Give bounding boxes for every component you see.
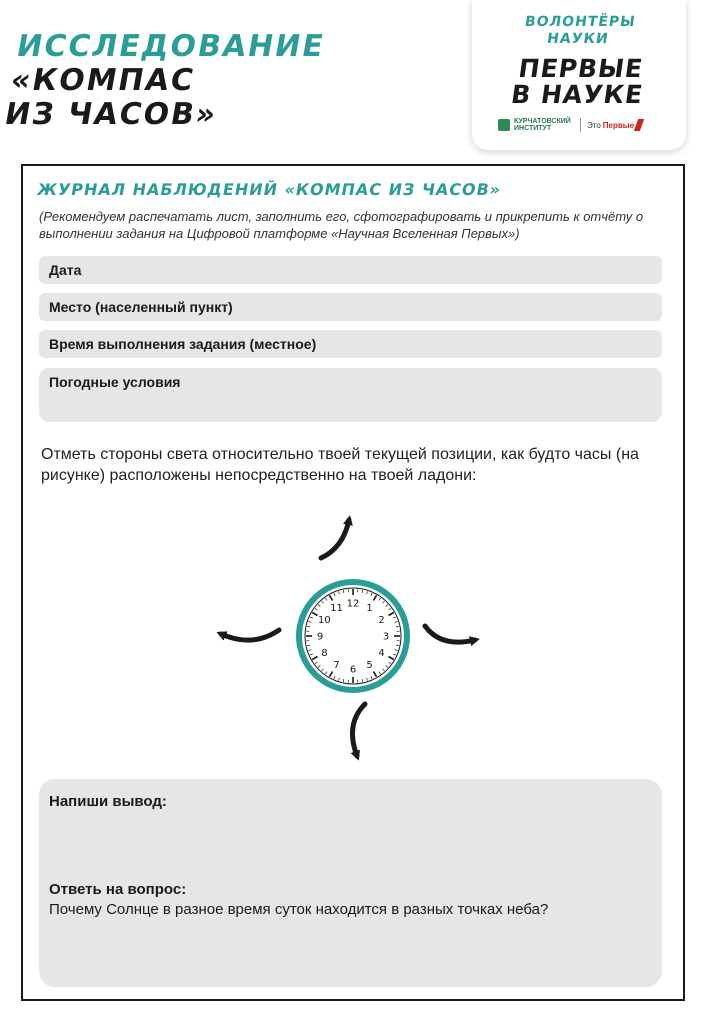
time-label: Время выполнения задания (местное) <box>49 336 317 352</box>
logo-main <box>468 56 689 108</box>
journal-note: (Рекомендуем распечатать лист, заполнить его, сфотографировать и прикрепить к отчёту о выполнении задания на Цифровой платформе «Научная Вселенная Первых») <box>39 209 644 241</box>
eto-label: Это <box>587 120 601 130</box>
clock-number: 7 <box>333 660 340 672</box>
clock-number: 12 <box>346 598 360 610</box>
logo-volunteers-text: ВОЛОНТЁРЫ <box>523 14 637 30</box>
date-label: Дата <box>49 262 82 278</box>
logo-main-line-1: ПЕРВЫЕ <box>516 54 646 83</box>
time-field[interactable] <box>39 330 662 358</box>
compass-instruction: Отметь стороны света относительно твоей текущей позиции, как будто часы (на рисунке) расположены непосредственно на твоей ладони: <box>41 446 639 484</box>
clock-number: 8 <box>321 648 328 659</box>
clock-compass-diagram <box>193 508 483 768</box>
kurchatov-label <box>514 118 574 132</box>
conclusion-label: Напиши вывод: <box>49 793 167 810</box>
arrow-down <box>353 704 366 756</box>
kurchatov-institute: ИНСТИТУТ <box>514 125 552 132</box>
question-label: Ответь на вопрос: <box>49 881 187 898</box>
clock-number: 4 <box>378 648 385 659</box>
logo-volunteers <box>470 14 689 48</box>
clock-number: 9 <box>316 631 324 643</box>
clock-number: 10 <box>318 615 331 626</box>
clock-number: 1 <box>366 602 373 614</box>
logo-science-text: НАУКИ <box>545 31 610 47</box>
kurchatov-name: КУРЧАТОВСКИЙ <box>514 118 571 125</box>
logo-main-line-2: В НАУКЕ <box>509 80 646 109</box>
arrow-up <box>321 520 349 558</box>
title-line-3: ИЗ ЧАСОВ» <box>2 97 221 132</box>
conclusion-field[interactable] <box>39 779 662 987</box>
question-text: Почему Солнце в разное время суток находится в разных точках неба? <box>49 901 549 918</box>
logo-card <box>472 0 686 150</box>
clock-number: 3 <box>382 631 390 643</box>
weather-label: Погодные условия <box>49 374 181 390</box>
clock-number: 6 <box>349 664 357 676</box>
page-title <box>2 30 328 132</box>
place-field[interactable] <box>39 293 662 321</box>
place-label: Место (населенный пункт) <box>49 299 233 315</box>
journal-frame <box>21 164 685 1001</box>
clock-number: 2 <box>378 615 385 626</box>
title-line-1: ИССЛЕДОВАНИЕ <box>14 29 328 64</box>
weather-field[interactable] <box>39 368 662 422</box>
date-field[interactable] <box>39 256 662 284</box>
arrow-right <box>425 626 475 642</box>
journal-title: ЖУРНАЛ НАБЛЮДЕНИЙ «КОМПАС ИЗ ЧАСОВ» <box>35 180 503 199</box>
partners-divider <box>580 118 581 132</box>
pervye-label: Первые <box>602 120 635 130</box>
clock-number: 5 <box>366 660 373 672</box>
pervye-logo-icon <box>634 119 644 131</box>
title-line-2: «КОМПАС <box>8 63 198 98</box>
arrow-left <box>221 630 279 640</box>
logo-partners <box>498 116 668 134</box>
clock-number: 11 <box>330 602 343 614</box>
kurchatov-logo-icon <box>498 119 510 131</box>
